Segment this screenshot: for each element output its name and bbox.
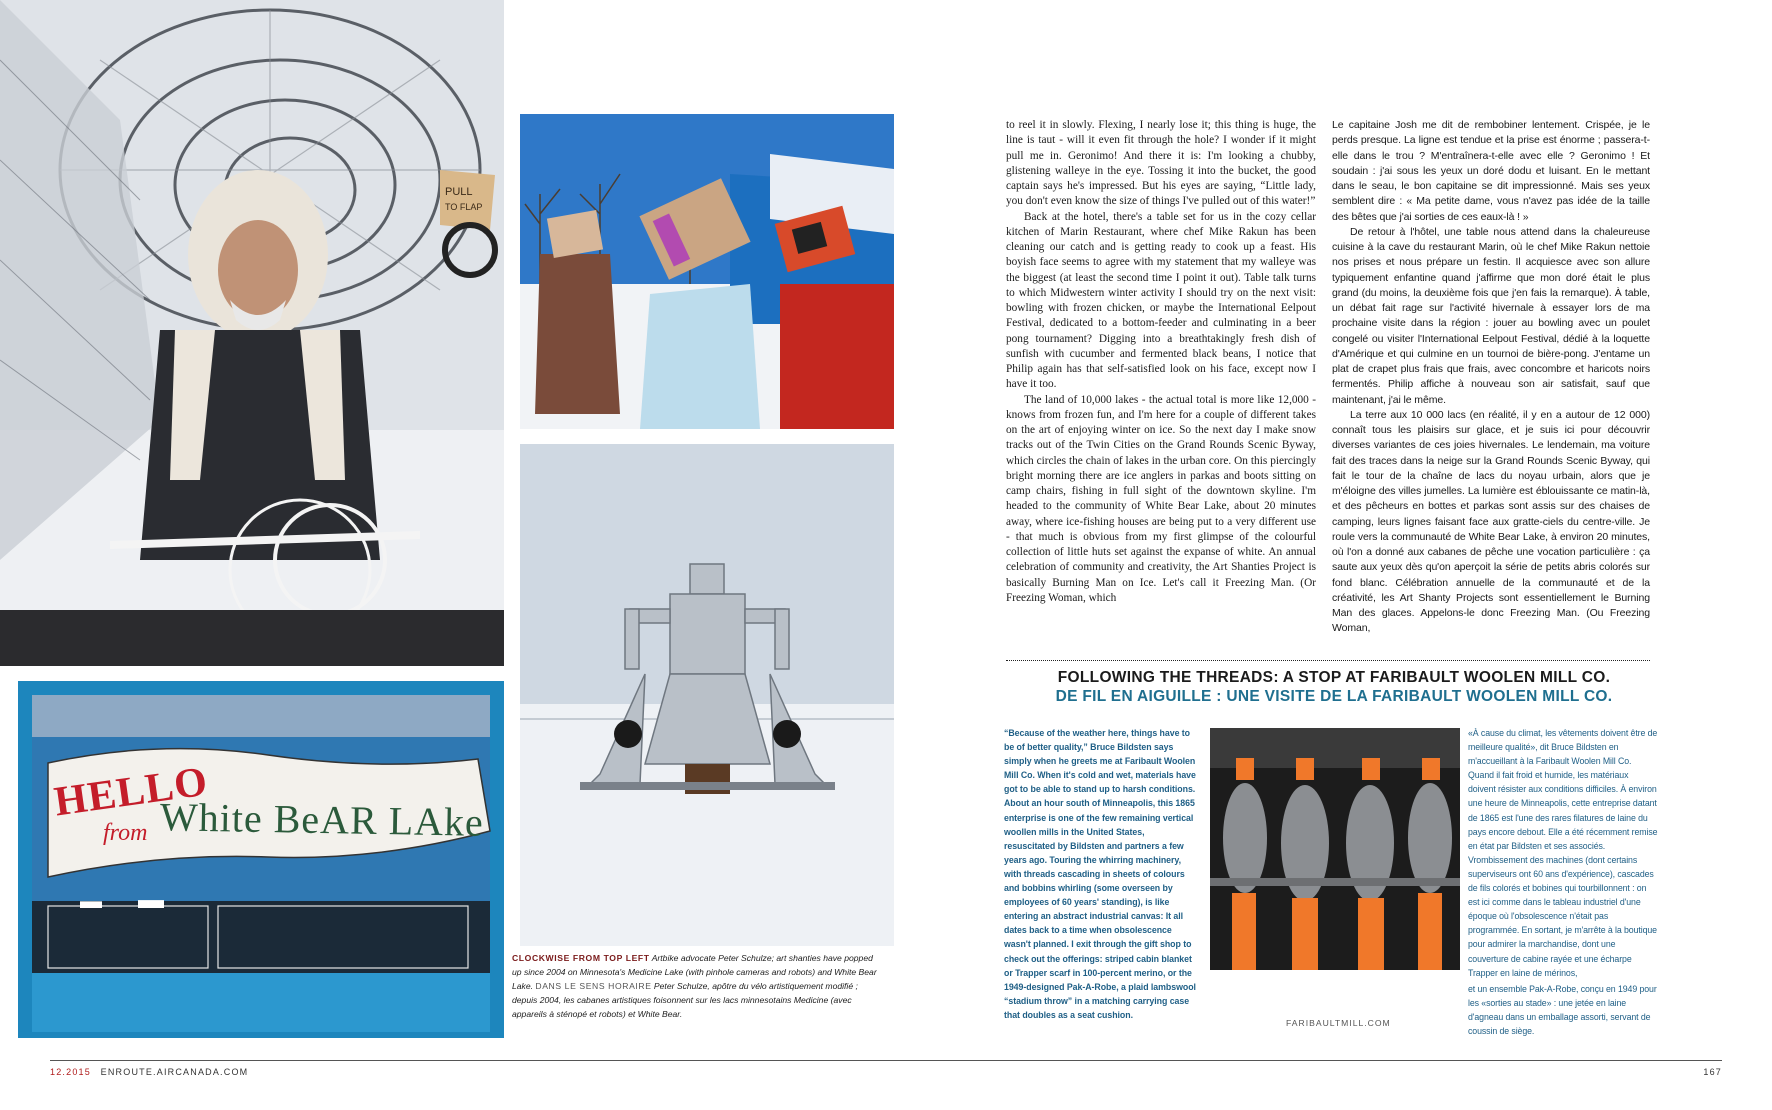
sidebar-credit-link[interactable]: FARIBAULTMILL.COM <box>1286 1018 1391 1028</box>
photo-robot-shanty <box>520 444 894 946</box>
article-column-en <box>1006 118 1316 606</box>
footer-site[interactable]: ENROUTE.AIRCANADA.COM <box>100 1067 249 1077</box>
sign-from-text: from <box>103 820 148 846</box>
caption-en: Artbike advocate Peter Schulze; art shanties have popped up since 2004 on Minnesota's Medicine Lake (with pinhole cameras and robots) and White Bear Lake. <box>512 953 877 991</box>
svg-text:PULL: PULL <box>445 186 473 198</box>
photo-caption <box>512 952 884 1022</box>
sidebar-text-fr-tail: et un ensemble Pak-A-Robe, conçu en 1949 pour les «sorties au stade» : une jetée en laine d'agneau dans un emballage assorti, servant de coussin de siège. <box>1468 984 1657 1037</box>
caption-fr-lead: DANS LE SENS HORAIRE <box>535 980 652 991</box>
sidebar-text-fr: «À cause du climat, les vêtements doivent être de meilleure qualité», dit Bruce Bildsten en m'accueillant à la Faribault Woolen Mill Co. Quand il fait froid et humide, les matériaux doivent résister aux conditions difficiles. À environ une heure de Minneapolis, cette entreprise datant de 1865 est l'une des rares filatures de laine du pays encore debout. Elle a été récemment remise en état par Bildsten et ses associés. Vrombissement des machines (dont certains superviseurs ont 60 ans d'expérience), cascades de fils colorés et bobines qui tourbillonnent : on est ici comme dans le tableau industriel d'une époque où l'obsolescence n'était pas programmée. En sortant, je m'arrête à la boutique pour admirer la marchandise, dont une couverture de cabine rayée et une écharpe Trapper en laine de mérinos, <box>1468 728 1658 978</box>
sign-place-text: White BeAR LAke <box>159 794 485 845</box>
sidebar-text-en: “Because of the weather here, things have to be of better quality,” Bruce Bildsten says simply when he greets me at Faribault Woolen Mill Co. When it's cold and wet, materials have got to be able to stand up to harsh conditions. About an hour south of Minneapolis, this 1865 enterprise is one of the few remaining vertical woollen mills in the United States, resuscitated by Bildsten and partners a few years ago. Touring the whirring machinery, with threads cascading in sheets of colours and bobbins whirling (some overseen by employees of 60 years' standing), is like entering an abstract industrial canvas: It all dates back to a time when obsolescence wasn't planned. I exit through the gift shop to check out the offerings: striped cabin blanket or Trapper scarf in 100-percent merino, or the 1949-designed Pak-A-Robe, a plaid lambswool “stadium throw” in a matching carrying case that doubles as a seat cushion. <box>1004 728 1196 1020</box>
sidebar-top-divider <box>1006 660 1650 661</box>
article-paragraph: La terre aux 10 000 lacs (en réalité, il y en a autour de 12 000) connaît tous les plaisirs sur glace, et je suis ici pour découvrir diverses variantes de ces joies hivernales. Le lendemain, ma voiture fait des traces dans la neige sur la Grand Rounds Scenic Byway, qui fait le tour de la chaîne de lacs du noyau urbain, alors que je m'éloigne des villes jumelles. La lumière est éblouissante ce matin-là, et des pêcheurs en bottes et parkas sont assis sur des chaises de camping, leurs lignes faisant face aux gratte-ciels du centre-ville. Je roule vers la communauté de White Bear Lake, à environ 20 minutes, où l'on a donné aux cabanes de pêche une vocation particulière : ça saute aux yeux dès qu'on aperçoit la série de petits abris colorés sur fond blanc. Célébration annuelle de la communauté et de la créativité, les Art Shanty Projects sont essentiellement le Burning Man des glaces. Appelons-le donc Freezing Man. (Ou Freezing Woman, <box>1332 408 1650 635</box>
photo-artbike-portrait <box>0 0 504 666</box>
photo-white-bear-lake-sign <box>18 681 504 1038</box>
svg-text:TO FLAP: TO FLAP <box>445 202 483 212</box>
caption-lead: CLOCKWISE FROM TOP LEFT <box>512 953 650 963</box>
sign-hello-text: HELLO <box>51 758 211 826</box>
article-paragraph: The land of 10,000 lakes - the actual total is more like 12,000 - knows from frozen fun, and I'm here for a couple of different takes on the art of enjoying winter on ice. So the next day I make snow tracks out of the Twin Cities on the Grand Rounds Scenic Byway, which circles the chain of lakes in the urban core. On this piercingly bright morning there are ice anglers in parkas and boots sitting on camp chairs, fishing in full sight of the downtown skyline. I'm headed to the community of White Bear Lake, about 20 minutes away, where ice-fishing houses are being put to a very different use - that much is obvious from my first glimpse of the colourful collection of little huts set against the expanse of white. An annual celebration of community and creativity, the Art Shanties Project is basically Burning Man on Ice. Let's call it Freezing Man. (Or Freezing Woman, which <box>1006 393 1316 604</box>
article-paragraph: Le capitaine Josh me dit de rembobiner lentement. Crispée, je le perds presque. La ligne est tendue et la prise est énorme ; passera-t-elle dans le trou ? M'entraînera-t-elle avec elle ? Geronimo ! Et soudain : j'ai sous les yeux un doré dodu et luisant. En le mettant dans le seau, le bon capitaine se dit impressionné. Mais ses yeux semblent dire : « Ma petite dame, vous n'avez pas idée de la taille des bêtes que j'ai sorties de ces eaux-là ! » <box>1332 119 1650 223</box>
polar-bear-icon: ▬ <box>80 888 102 913</box>
footer-left <box>50 1067 248 1077</box>
article-column-fr <box>1332 118 1650 637</box>
photo-woolen-mill-bobbins <box>1210 728 1460 970</box>
page-number: 167 <box>1703 1067 1722 1077</box>
sidebar-title-en: FOLLOWING THE THREADS: A STOP AT FARIBAULT WOOLEN MILL CO. <box>1057 669 1611 686</box>
caption-fr: Peter Schulze, apôtre du vélo artistiquement modifié ; depuis 2004, les cabanes artistiques foisonnent sur les lacs minnesotains Medicine (avec appareils à sténopé et robots) et White Bear. <box>512 980 858 1019</box>
sidebar-title-fr: DE FIL EN AIGUILLE : UNE VISITE DE LA FARIBAULT WOOLEN MILL CO. <box>1055 688 1613 705</box>
footer-divider <box>50 1060 1722 1061</box>
article-paragraph: to reel it in slowly. Flexing, I nearly lose it; this thing is huge, the line is taut - will it even fit through the hole? I wonder if it might pull me in. Geronimo! And there it is: I'm looking a chubby, glistening walleye in the eye. Tossing it into the bucket, the good captain says he's impressed. But his eyes are saying, “Little lady, you don't even know the size of things I've pulled out of this water!” <box>1006 119 1316 208</box>
polar-bear-icon: ▬ <box>138 885 164 914</box>
issue-date: 12.2015 <box>50 1067 91 1077</box>
article-paragraph: Back at the hotel, there's a table set for us in the cozy cellar kitchen of Marin Restaurant, where chef Mike Rakun has been cleaning our catch and is getting ready to cook up a feast. His boyish face seems to agree with my statement that my walleye was the biggest (at least the second time I point it out). Table talk turns to which Midwestern winter activity I should try on the next visit: bowling with frozen chicken, or maybe the International Eelpout Festival, dedicated to a bottom-feeder and culminating in a beer pong tournament? Digging into a breathtakingly fresh dish of sunfish with cucumber and fermented black beans, I notice that Philip again has that self-satisfied look on his face, except now I have it too. <box>1006 210 1316 391</box>
article-paragraph: De retour à l'hôtel, une table nous attend dans la chaleureuse cuisine à la cave du restaurant Marin, où le chef Mike Rakun nettoie nos prises et nous prépare un festin. Il acquiesce avec son allure typiquement enfantine quand j'affirme que mon doré était le plus grand (du moins, la deuxième fois que j'en fais la remarque). À table, un débat fait rage sur l'activité hivernale à essayer lors de ma prochaine visite dans la région : jouer au bowling avec un poulet congelé ou visiter l'International Eelpout Festival, dédié à la loquette d'Amérique et qui culmine en un tournoi de bière-pong. J'entame un plat de crapet plus frais que frais, avec concombre et haricots noirs fermentés. Philip affiche à nouveau son air satisfait, sauf que maintenant, j'ai le même. <box>1332 225 1650 406</box>
photo-pinhole-cameras <box>520 114 894 429</box>
